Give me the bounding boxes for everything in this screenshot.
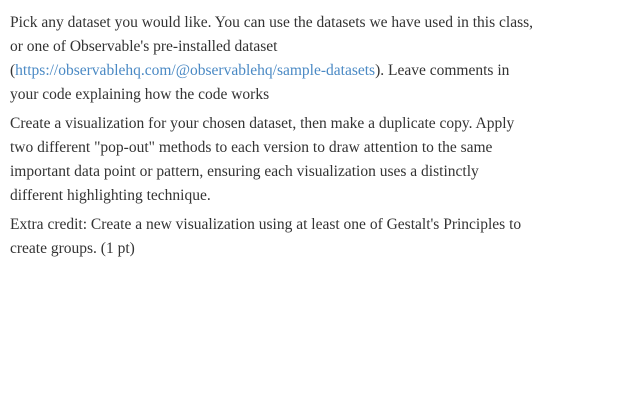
text-line: two different "pop-out" methods to each version to draw attention to the same <box>10 139 493 156</box>
text-line: Extra credit: Create a new visualization using at least one of Gestalt's Principles to <box>10 216 522 233</box>
paragraph-extra-credit <box>10 213 630 261</box>
text-line: create groups. (1 pt) <box>10 240 135 257</box>
text-line: important data point or pattern, ensuring each visualization uses a distinctly <box>10 163 479 180</box>
paragraph-dataset-instructions <box>10 11 630 107</box>
text-line: Create a visualization for your chosen dataset, then make a duplicate copy. Apply <box>10 115 515 132</box>
open-paren-text: ( <box>10 62 16 79</box>
text-line-with-link <box>10 59 630 83</box>
sample-datasets-link[interactable]: https://observablehq.com/@observablehq/sample-datasets <box>15 62 376 79</box>
text-line: your code explaining how the code works <box>10 86 270 103</box>
text-line: Pick any dataset you would like. You can use the datasets we have used in this class, <box>10 14 534 31</box>
paragraph-visualization-task <box>10 112 630 208</box>
text-line: or one of Observable's pre-installed dataset <box>10 38 278 55</box>
text-line: different highlighting technique. <box>10 187 211 204</box>
text-after-link: ). Leave comments in <box>375 62 510 79</box>
